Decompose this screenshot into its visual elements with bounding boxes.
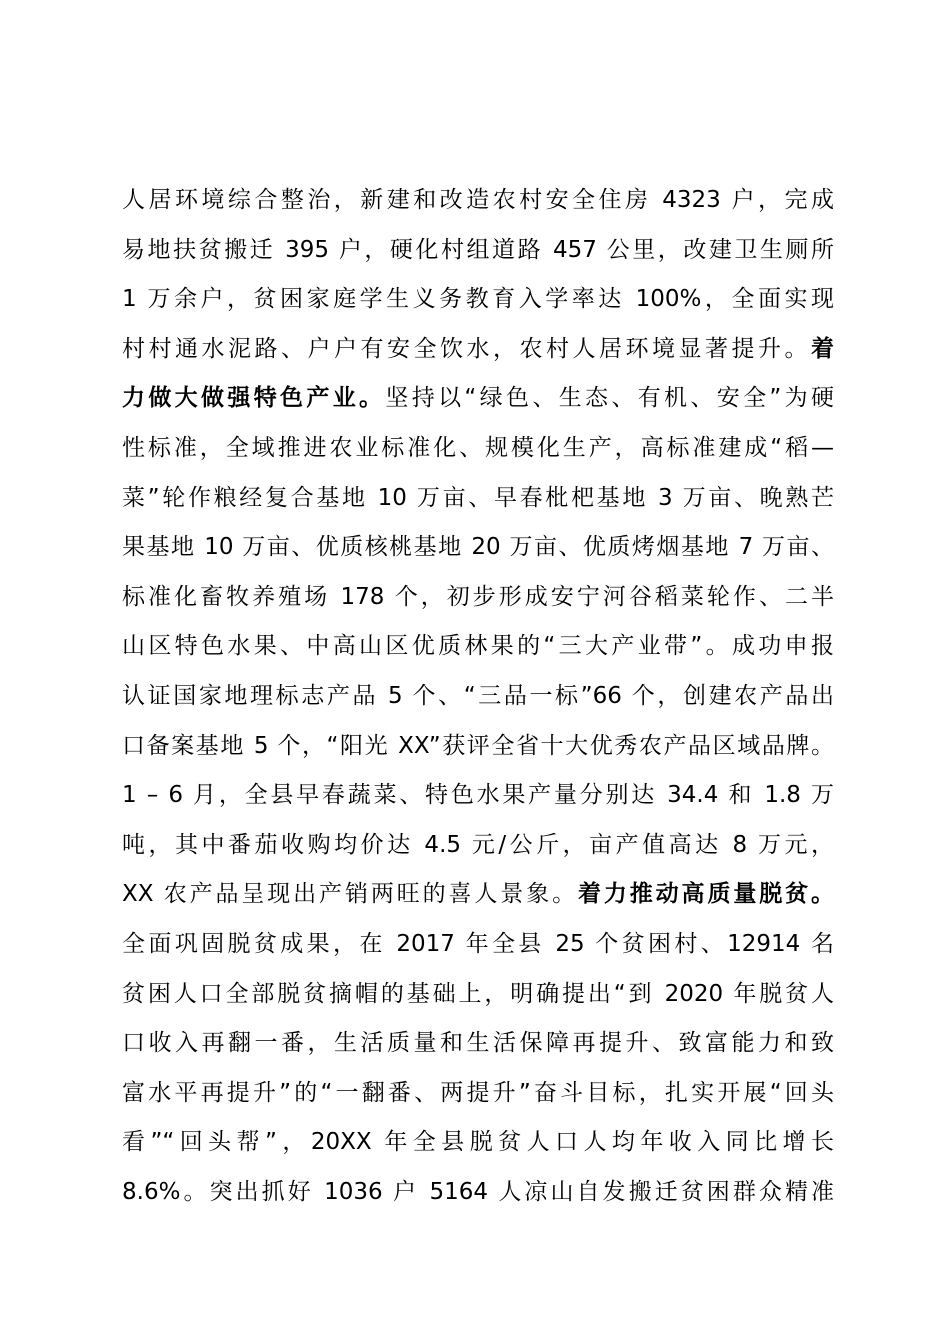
body-text-run: 人居环境综合整治，新建和改造农村安全住房 4323 户，完成 <box>122 187 834 213</box>
text-line <box>122 672 834 722</box>
text-line <box>122 1118 834 1168</box>
body-text-run: 果基地 10 万亩、优质核桃基地 20 万亩、优质烤烟基地 7 万亩、 <box>122 534 834 561</box>
body-text-run: 8.6%。突出抓好 1036 户 5164 人凉山自发搬迁贫困群众精准 <box>122 1178 834 1205</box>
bold-heading-text: 着 <box>811 335 834 362</box>
body-text-run: 看”“回头帮”，20XX 年全县脱贫人口人均年收入同比增长 <box>122 1129 834 1156</box>
text-line <box>122 523 834 573</box>
text-line <box>122 325 834 375</box>
body-text-run: 富水平再提升”的“一翻番、两提升”奋斗目标，扎实开展“回头 <box>122 1079 834 1106</box>
text-line <box>122 821 834 871</box>
body-text-run: 口备案基地 5 个，“阳光 XX”获评全省十大优秀农产品区域品牌。 <box>122 732 834 759</box>
text-line <box>122 1019 834 1069</box>
body-text-run: 全面巩固脱贫成果，在 2017 年全县 25 个贫困村、12914 名 <box>122 930 834 957</box>
bold-heading-text: 着力推动高质量脱贫。 <box>577 881 835 908</box>
text-line <box>122 1069 834 1119</box>
body-text-run: 村村通水泥路、户户有安全饮水，农村人居环境显著提升。 <box>122 335 811 362</box>
body-text-run: 坚持以“绿色、生态、有机、安全”为硬 <box>385 385 835 412</box>
body-text-run: 口收入再翻一番，生活质量和生活保障再提升、致富能力和致 <box>122 1030 834 1057</box>
text-line <box>122 622 834 672</box>
text-line <box>122 226 834 276</box>
text-line <box>122 920 834 970</box>
text-line <box>122 1168 834 1218</box>
body-text-run: 1 万余户，贫困家庭学生义务教育入学率达 100%，全面实现 <box>122 286 834 313</box>
body-text-run: 菜”轮作粮经复合基地 10 万亩、早春枇杷基地 3 万亩、晚熟芒 <box>122 484 834 511</box>
bold-heading-text: 力做大做强特色产业。 <box>122 385 386 412</box>
text-line <box>122 374 834 424</box>
text-line <box>122 424 834 474</box>
text-line <box>122 970 834 1020</box>
body-text-run: 易地扶贫搬迁 395 户，硬化村组道路 457 公里，改建卫生厕所 <box>122 236 834 263</box>
body-paragraph <box>122 176 834 1217</box>
text-line <box>122 722 834 772</box>
body-text-run: 山区特色水果、中高山区优质林果的“三大产业带”。成功申报 <box>122 633 834 660</box>
text-line <box>122 474 834 524</box>
text-line <box>122 870 834 920</box>
text-line <box>122 275 834 325</box>
body-text-run: 1 – 6 月，全县早春蔬菜、特色水果产量分别达 34.4 和 1.8 万 <box>122 782 834 809</box>
text-line <box>122 573 834 623</box>
body-text-run: 认证国家地理标志产品 5 个、“三品一标”66 个，创建农产品出 <box>122 682 834 709</box>
body-text-run: 吨，其中番茄收购均价达 4.5 元/公斤，亩产值高达 8 万元， <box>122 831 834 858</box>
text-line <box>122 771 834 821</box>
body-text-run: 标准化畜牧养殖场 178 个，初步形成安宁河谷稻菜轮作、二半 <box>122 583 834 610</box>
text-line <box>122 176 834 226</box>
body-text-run: 贫困人口全部脱贫摘帽的基础上，明确提出“到 2020 年脱贫人 <box>122 980 834 1007</box>
body-text-run: 性标准，全域推进农业标准化、规模化生产，高标准建成“稻— <box>122 434 834 461</box>
body-text-run: XX 农产品呈现出产销两旺的喜人景象。 <box>122 881 578 908</box>
